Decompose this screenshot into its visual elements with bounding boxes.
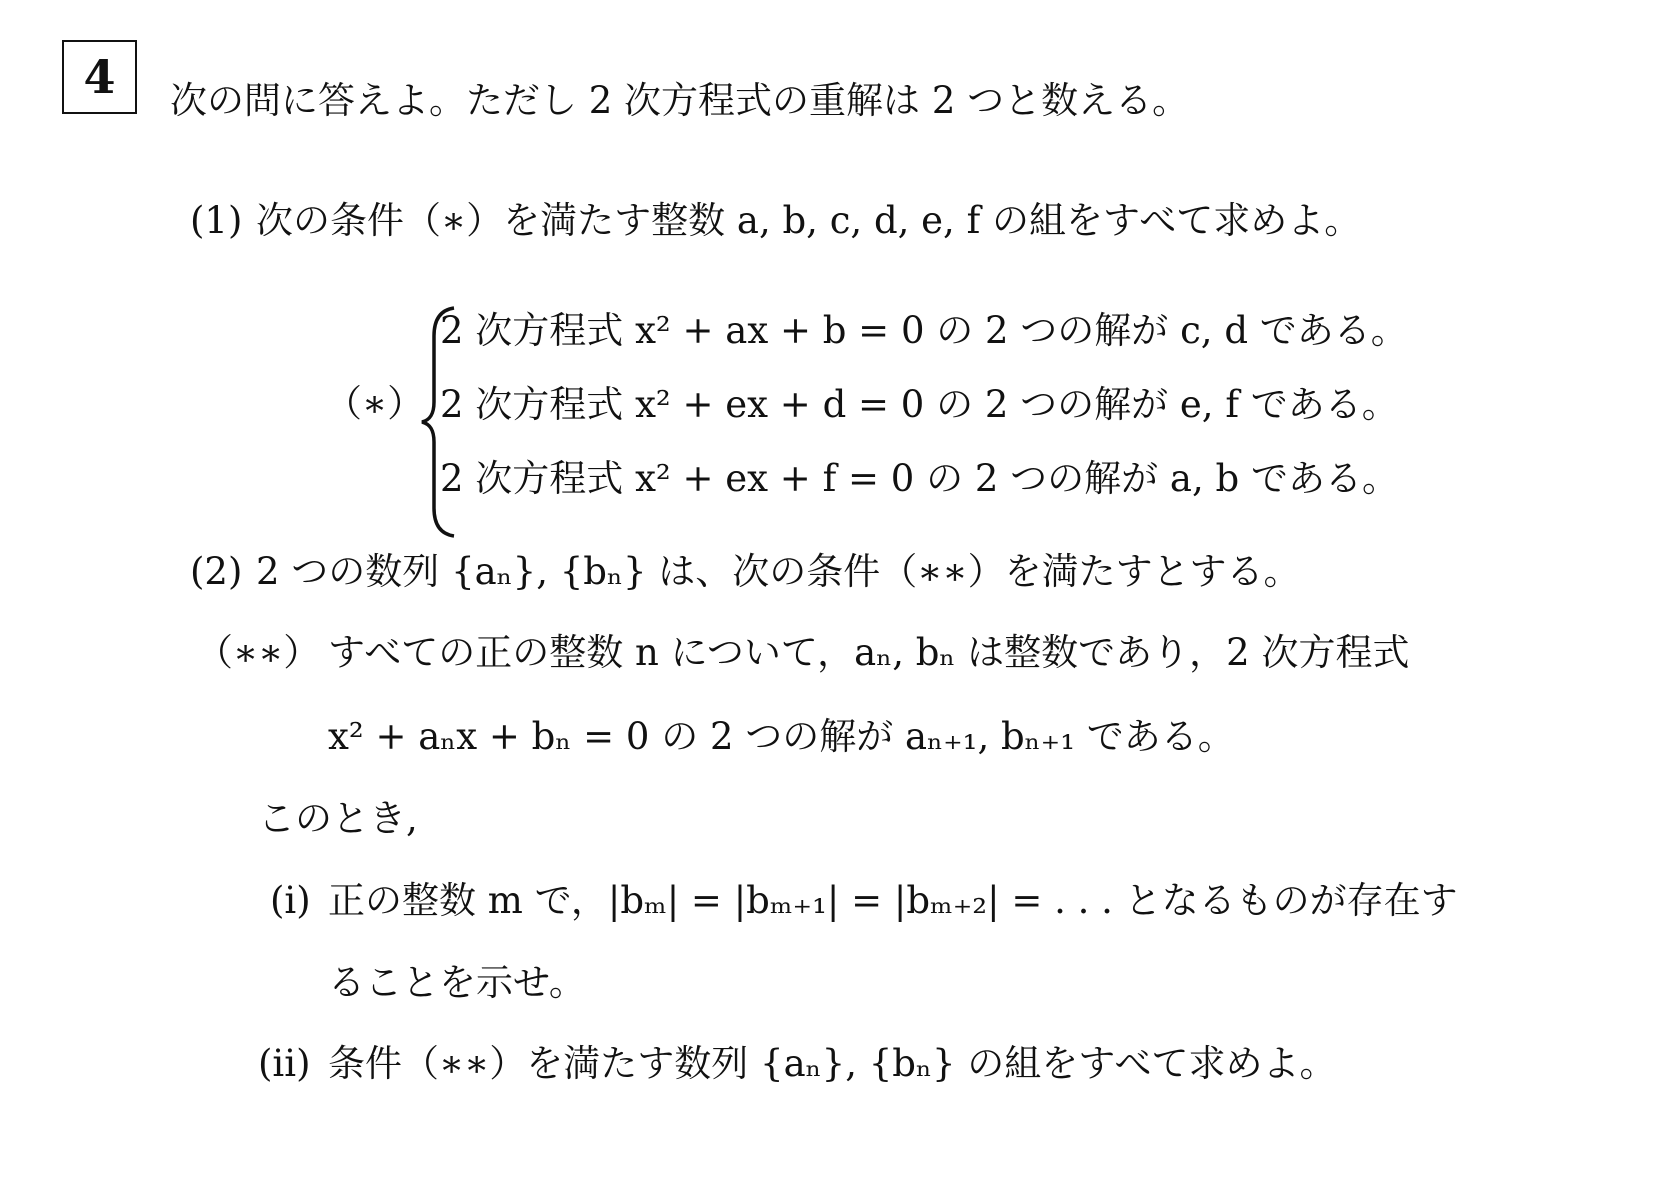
part2-label: (2)	[190, 550, 243, 593]
sub-i-line2: ることを示せ。	[328, 961, 586, 1004]
problem-intro: 次の問に答えよ。ただし 2 次方程式の重解は 2 つと数える。	[170, 79, 1190, 122]
part1-condition-label: （∗）	[325, 382, 425, 425]
part2-condition-label: （∗∗）	[196, 631, 321, 674]
part1-condition-2: 2 次方程式 x² + ex + d = 0 の 2 つの解が e, f である。	[440, 383, 1399, 426]
part1-text: 次の条件（∗）を満たす整数 a, b, c, d, e, f の組をすべて求めよ。	[256, 199, 1362, 242]
part2-then: このとき,	[258, 797, 418, 840]
part2-condition-line1: すべての正の整数 n について，aₙ, bₙ は整数であり，2 次方程式	[328, 631, 1410, 674]
part2-condition-line2: x² + aₙx + bₙ = 0 の 2 つの解が aₙ₊₁, bₙ₊₁ である。	[328, 715, 1235, 758]
part1-condition-3: 2 次方程式 x² + ex + f = 0 の 2 つの解が a, b である。	[440, 457, 1399, 500]
problem-number-box	[62, 40, 137, 114]
part1-label: (1)	[190, 199, 243, 242]
sub-i-label: (i)	[270, 879, 311, 922]
part1-condition-1: 2 次方程式 x² + ax + b = 0 の 2 つの解が c, d である。	[440, 309, 1408, 352]
part2-text: 2 つの数列 {aₙ}, {bₙ} は、次の条件（∗∗）を満たすとする。	[256, 550, 1301, 593]
problem-number: 4	[83, 50, 116, 104]
sub-i-line1: 正の整数 m で，|bₘ| = |bₘ₊₁| = |bₘ₊₂| = . . . となるものが存在す	[328, 879, 1458, 922]
sub-ii-label: (ii)	[258, 1042, 311, 1085]
sub-ii-text: 条件（∗∗）を満たす数列 {aₙ}, {bₙ} の組をすべて求めよ。	[328, 1042, 1337, 1085]
